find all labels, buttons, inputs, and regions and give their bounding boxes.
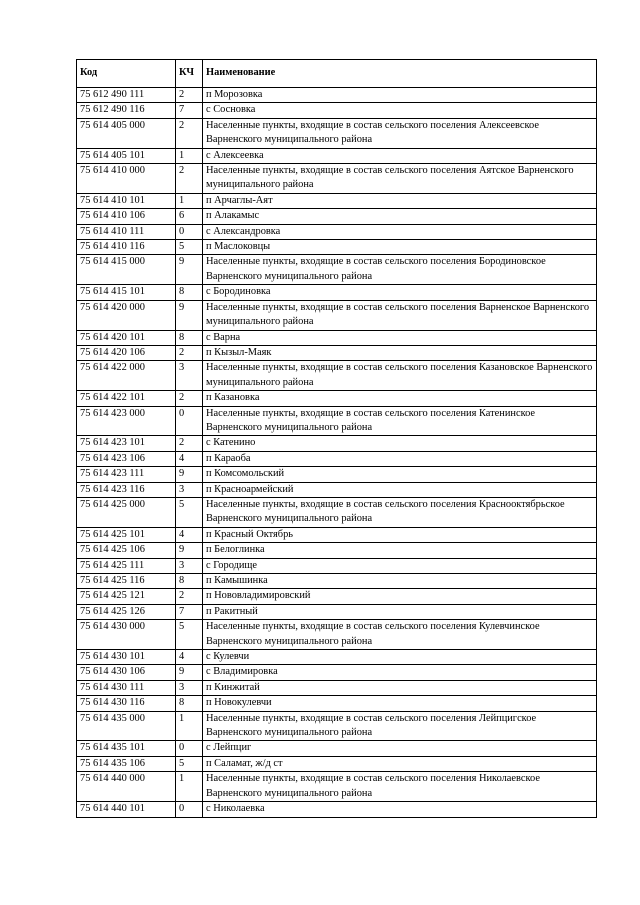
table-row [77,436,597,451]
table-row [77,558,597,573]
cell-name: Населенные пункты, входящие в состав сельского поселения Николаевское Варненского муниципального района [203,772,597,802]
cell-name: Населенные пункты, входящие в состав сельского поселения Аятское Варненского муниципального района [203,164,597,194]
table-row [77,711,597,741]
cell-name: п Кызыл-Маяк [203,345,597,360]
table-row [77,345,597,360]
table-row [77,756,597,771]
cell-code: 75 614 430 106 [77,665,176,680]
cell-name: п Красноармейский [203,482,597,497]
cell-kch: 0 [176,741,203,756]
cell-kch: 9 [176,665,203,680]
cell-kch: 1 [176,711,203,741]
cell-code: 75 614 415 000 [77,255,176,285]
cell-kch: 9 [176,300,203,330]
cell-code: 75 614 435 000 [77,711,176,741]
cell-name: Населенные пункты, входящие в состав сельского поселения Кулевчинское Варненского муниципального района [203,620,597,650]
cell-kch: 4 [176,527,203,542]
table-row [77,118,597,148]
table-header-row [77,60,597,88]
table-row [77,589,597,604]
cell-kch: 4 [176,451,203,466]
cell-kch: 8 [176,285,203,300]
table-row [77,148,597,163]
cell-kch: 4 [176,650,203,665]
table-row [77,527,597,542]
table-row [77,680,597,695]
cell-name: п Белоглинка [203,543,597,558]
cell-name: п Арчаглы-Аят [203,193,597,208]
cell-code: 75 614 425 106 [77,543,176,558]
cell-code: 75 614 425 101 [77,527,176,542]
cell-kch: 1 [176,772,203,802]
cell-name: п Красный Октябрь [203,527,597,542]
cell-kch: 2 [176,589,203,604]
table-row [77,406,597,436]
cell-name: п Саламат, ж/д ст [203,756,597,771]
cell-name: с Сосновка [203,103,597,118]
cell-kch: 8 [176,330,203,345]
cell-code: 75 614 423 101 [77,436,176,451]
table-row [77,300,597,330]
cell-name: Населенные пункты, входящие в состав сельского поселения Казановское Варненского муниципального района [203,361,597,391]
cell-code: 75 612 490 116 [77,103,176,118]
cell-name: с Владимировка [203,665,597,680]
cell-code: 75 614 410 116 [77,240,176,255]
cell-code: 75 614 422 000 [77,361,176,391]
cell-code: 75 614 435 101 [77,741,176,756]
cell-name: с Николаевка [203,802,597,817]
cell-name: п Камышинка [203,574,597,589]
cell-name: Населенные пункты, входящие в состав сельского поселения Варненское Варненского муниципального района [203,300,597,330]
cell-code: 75 614 425 126 [77,604,176,619]
cell-name: п Казановка [203,391,597,406]
cell-kch: 5 [176,240,203,255]
cell-code: 75 614 440 000 [77,772,176,802]
cell-kch: 2 [176,88,203,103]
cell-code: 75 614 425 000 [77,497,176,527]
cell-name: с Кулевчи [203,650,597,665]
cell-code: 75 614 420 101 [77,330,176,345]
column-header-name: Наименование [203,60,597,88]
cell-kch: 9 [176,467,203,482]
table-row [77,497,597,527]
cell-kch: 8 [176,574,203,589]
cell-kch: 2 [176,345,203,360]
cell-kch: 2 [176,436,203,451]
cell-code: 75 614 420 106 [77,345,176,360]
cell-kch: 3 [176,680,203,695]
table-row [77,482,597,497]
cell-code: 75 614 423 000 [77,406,176,436]
table-row [77,620,597,650]
cell-kch: 3 [176,361,203,391]
cell-name: с Бородиновка [203,285,597,300]
cell-code: 75 614 415 101 [77,285,176,300]
cell-name: п Новокулевчи [203,696,597,711]
cell-kch: 0 [176,802,203,817]
cell-name: Населенные пункты, входящие в состав сельского поселения Катенинское Варненского муниципального района [203,406,597,436]
table-row [77,772,597,802]
table-row [77,467,597,482]
cell-kch: 7 [176,103,203,118]
cell-kch: 2 [176,118,203,148]
cell-kch: 9 [176,543,203,558]
cell-code: 75 614 410 106 [77,209,176,224]
table-row [77,193,597,208]
cell-code: 75 614 430 101 [77,650,176,665]
cell-kch: 1 [176,148,203,163]
cell-code: 75 614 405 000 [77,118,176,148]
cell-code: 75 614 423 106 [77,451,176,466]
cell-name: п Морозовка [203,88,597,103]
table-row [77,650,597,665]
cell-name: Населенные пункты, входящие в состав сельского поселения Краснооктябрьское Варненского муниципального района [203,497,597,527]
cell-kch: 0 [176,406,203,436]
cell-name: п Ракитный [203,604,597,619]
table-row [77,696,597,711]
cell-code: 75 614 435 106 [77,756,176,771]
cell-name: п Алакамыс [203,209,597,224]
table-row [77,88,597,103]
cell-kch: 1 [176,193,203,208]
cell-code: 75 614 410 111 [77,224,176,239]
cell-name: Населенные пункты, входящие в состав сельского поселения Бородиновское Варненского муниципального района [203,255,597,285]
table-row [77,391,597,406]
table-row [77,665,597,680]
settlements-code-table [76,59,597,818]
table-row [77,164,597,194]
cell-code: 75 614 430 111 [77,680,176,695]
cell-kch: 6 [176,209,203,224]
cell-kch: 5 [176,620,203,650]
table-row [77,802,597,817]
table-row [77,741,597,756]
cell-kch: 9 [176,255,203,285]
cell-name: п Кинжитай [203,680,597,695]
cell-kch: 0 [176,224,203,239]
cell-code: 75 614 423 116 [77,482,176,497]
table-row [77,361,597,391]
table-row [77,285,597,300]
table-row [77,451,597,466]
cell-name: Населенные пункты, входящие в состав сельского поселения Лейпцигское Варненского муниципального района [203,711,597,741]
cell-name: п Караоба [203,451,597,466]
cell-kch: 3 [176,482,203,497]
cell-code: 75 614 430 000 [77,620,176,650]
cell-name: п Комсомольский [203,467,597,482]
cell-name: Населенные пункты, входящие в состав сельского поселения Алексеевское Варненского муниципального района [203,118,597,148]
cell-code: 75 614 440 101 [77,802,176,817]
cell-code: 75 614 430 116 [77,696,176,711]
cell-code: 75 614 410 000 [77,164,176,194]
table-row [77,255,597,285]
cell-name: с Лейпциг [203,741,597,756]
cell-code: 75 614 425 116 [77,574,176,589]
table-row [77,209,597,224]
cell-kch: 8 [176,696,203,711]
cell-kch: 7 [176,604,203,619]
column-header-kch: КЧ [176,60,203,88]
cell-code: 75 612 490 111 [77,88,176,103]
cell-name: с Александровка [203,224,597,239]
table-row [77,543,597,558]
cell-kch: 2 [176,391,203,406]
cell-code: 75 614 410 101 [77,193,176,208]
cell-name: с Городище [203,558,597,573]
table-row [77,574,597,589]
cell-name: с Варна [203,330,597,345]
table-row [77,103,597,118]
table-row [77,224,597,239]
cell-code: 75 614 425 121 [77,589,176,604]
cell-code: 75 614 420 000 [77,300,176,330]
cell-code: 75 614 425 111 [77,558,176,573]
column-header-code: Код [77,60,176,88]
table-body [77,88,597,818]
cell-code: 75 614 405 101 [77,148,176,163]
cell-kch: 5 [176,756,203,771]
cell-name: с Алексеевка [203,148,597,163]
cell-kch: 5 [176,497,203,527]
cell-name: п Маслоковцы [203,240,597,255]
cell-kch: 2 [176,164,203,194]
table-row [77,330,597,345]
table-row [77,240,597,255]
cell-kch: 3 [176,558,203,573]
cell-code: 75 614 422 101 [77,391,176,406]
cell-code: 75 614 423 111 [77,467,176,482]
cell-name: п Нововладимировский [203,589,597,604]
table-row [77,604,597,619]
cell-name: с Катенино [203,436,597,451]
